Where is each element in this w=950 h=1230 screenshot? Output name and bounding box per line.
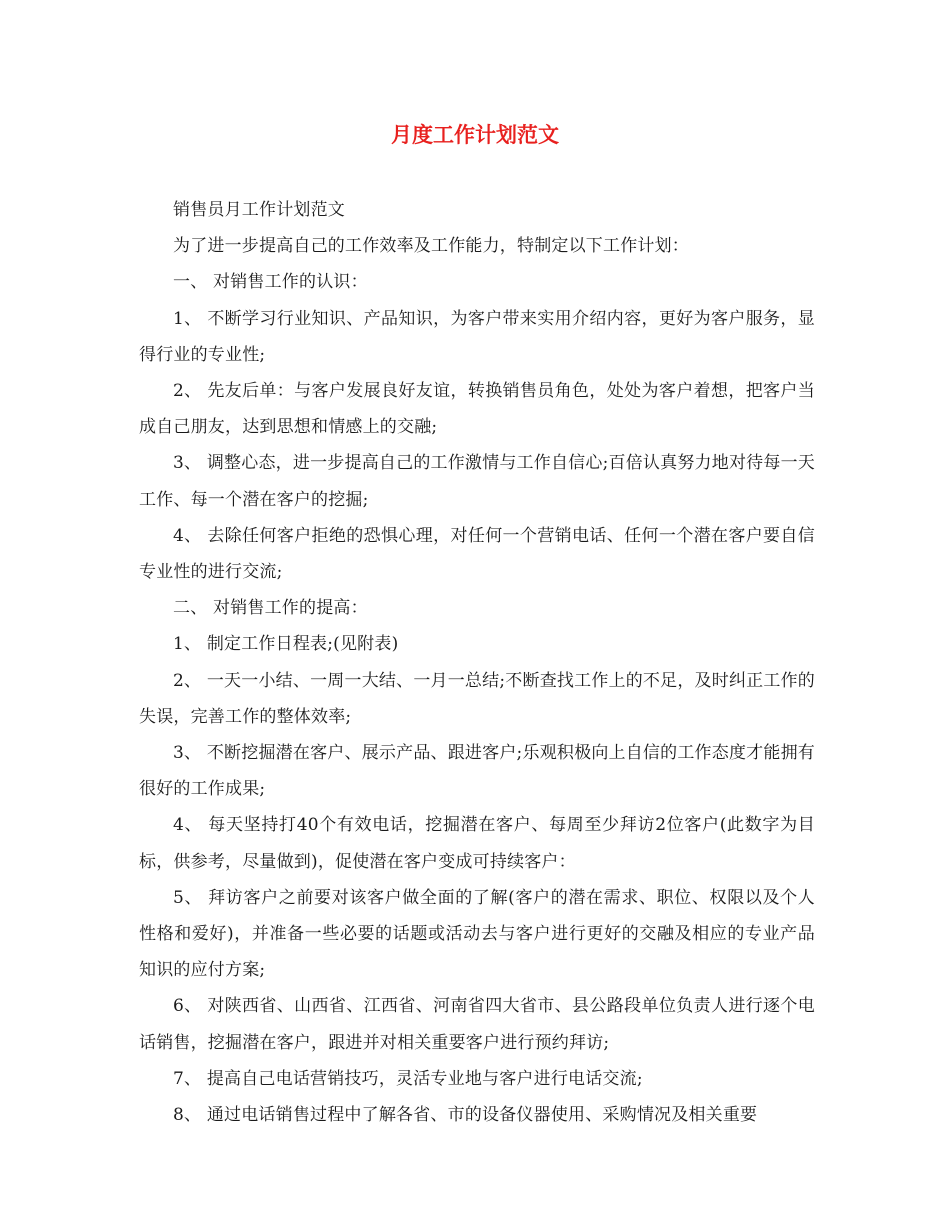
paragraph-subtitle: 销售员月工作计划范文: [173, 200, 345, 220]
paragraph-item: 4、 去除任何客户拒绝的恐惧心理，对任何一个营销电话、任何一个潜在客户要自信专业性的进行交流;: [139, 525, 815, 583]
paragraph-item: 7、 提高自己电话营销技巧，灵活专业地与客户进行电话交流;: [173, 1068, 643, 1089]
document-title: 月度工作计划范文: [391, 122, 559, 147]
paragraph-item: 2、 先友后单：与客户发展良好友谊，转换销售员角色，处处为客户着想，把客户当成自己朋友，达到思想和情感上的交融;: [139, 381, 815, 438]
section-heading-2: 二、 对销售工作的提高：: [173, 598, 368, 619]
paragraph-item: 2、 一天一小结、一周一大结、一月一总结;不断查找工作上的不足，及时纠正工作的失误，完善工作的整体效率;: [139, 670, 815, 727]
paragraph-item: 8、 通过电话销售过程中了解各省、市的设备仪器使用、采购情况及相关重要: [173, 1105, 758, 1126]
paragraph-item: 1、 制定工作日程表;(见附表): [173, 634, 399, 655]
paragraph-item: 6、 对陕西省、山西省、江西省、河南省四大省市、县公路段单位负责人进行逐个电话销售，挖掘潜在客户，跟进并对相关重要客户进行预约拜访;: [139, 996, 815, 1053]
paragraph-item: 5、 拜访客户之前要对该客户做全面的了解(客户的潜在需求、职位、权限以及个人性格和爱好)，并准备一些必要的话题或活动去与客户进行更好的交融及相应的专业产品知识的应付方案;: [139, 887, 815, 981]
paragraph-item: 3、 不断挖掘潜在客户、展示产品、跟进客户;乐观积极向上自信的工作态度才能拥有很好的工作成果;: [139, 743, 815, 800]
paragraph-item: 4、 每天坚持打40个有效电话，挖掘潜在客户、每周至少拜访2位客户(此数字为目标，供参考，尽量做到)，促使潜在客户变成可持续客户：: [139, 815, 815, 872]
paragraph-intro: 为了进一步提高自己的工作效率及工作能力，特制定以下工作计划：: [173, 236, 689, 257]
paragraph-item: 1、 不断学习行业知识、产品知识，为客户带来实用介绍内容，更好为客户服务，显得行业的专业性;: [139, 308, 815, 365]
paragraph-item: 3、 调整心态，进一步提高自己的工作激情与工作自信心;百倍认真努力地对待每一天工作、每一个潜在客户的挖掘;: [139, 453, 815, 510]
document-body: [139, 192, 815, 1133]
section-heading-1: 一、 对销售工作的认识：: [173, 272, 368, 293]
